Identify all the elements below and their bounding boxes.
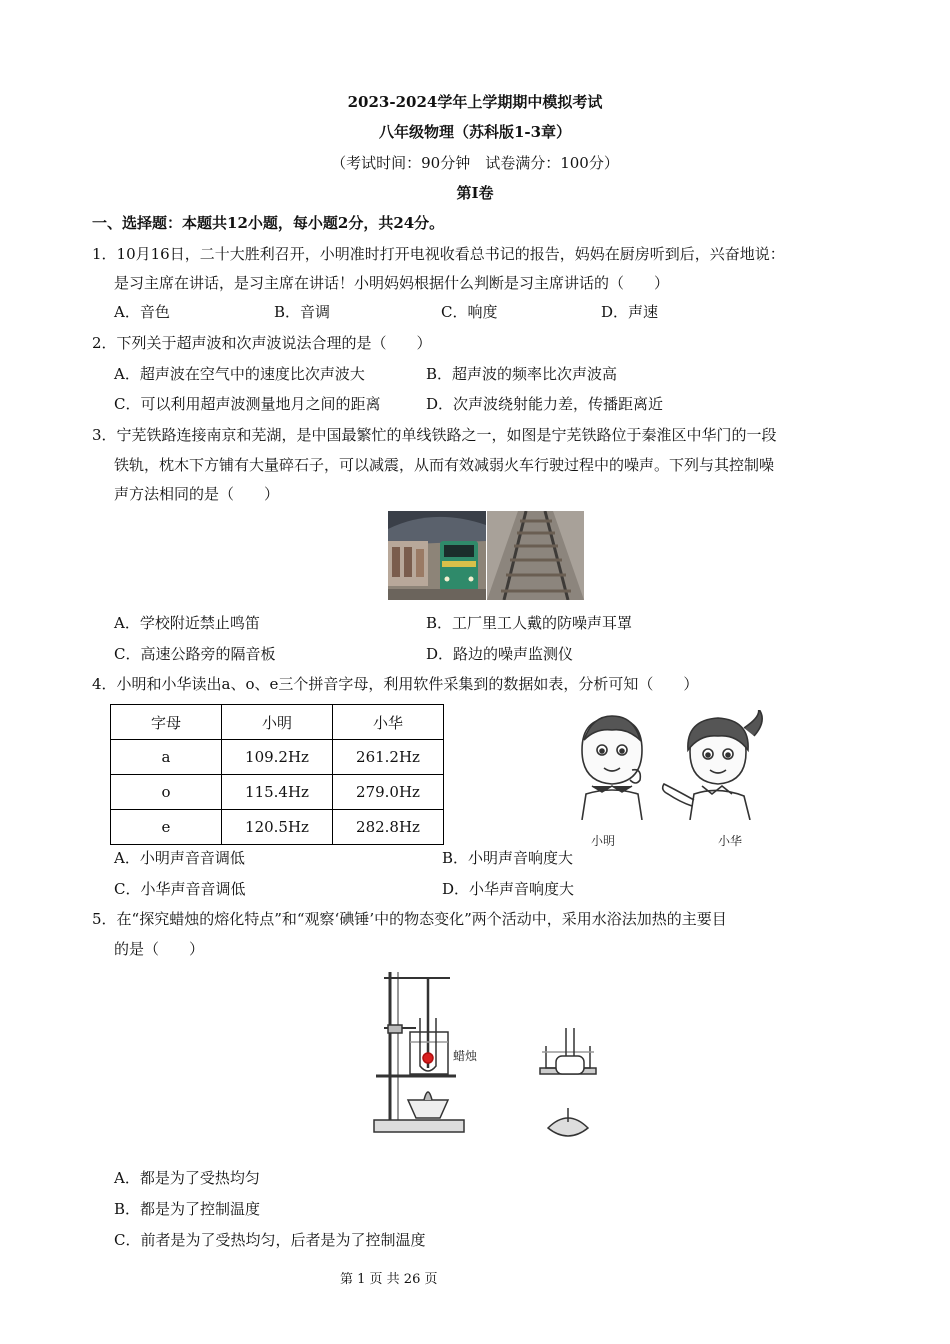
q1-option-c[interactable]: C．响度: [441, 303, 498, 321]
section-heading: 一、选择题：本题共12小题，每小题2分，共24分。: [92, 214, 445, 232]
figure-label-xiaoming: 小明: [591, 834, 616, 848]
q3-stem-line: 铁轨，枕木下方铺有大量碎石子，可以减震，从而有效减弱火车行驶过程中的噪声。下列与其控制噪: [114, 456, 775, 474]
q3-stem-line: 3．宁芜铁路连接南京和芜湖，是中国最繁忙的单线铁路之一，如图是宁芜铁路位于秦淮区中华门的一段: [92, 426, 777, 444]
table-header-cell: 字母: [111, 705, 222, 740]
q5-option-c[interactable]: C．前者是为了受热均匀，后者是为了控制温度: [114, 1231, 426, 1249]
q2-option-d[interactable]: D．次声波绕射能力差，传播距离近: [426, 395, 664, 413]
table-cell: 120.5Hz: [222, 810, 333, 845]
q4-option-b[interactable]: B．小明声音响度大: [442, 849, 574, 867]
table-cell: 115.4Hz: [222, 775, 333, 810]
q1-option-b[interactable]: B．音调: [274, 303, 331, 321]
q4-option-a[interactable]: A．小明声音音调低: [114, 849, 245, 867]
exam-subtitle: 八年级物理（苏科版1-3章）: [378, 123, 572, 141]
exam-title: 2023-2024学年上学期期中模拟考试: [347, 93, 603, 111]
q5-option-a[interactable]: A．都是为了受热均匀: [114, 1169, 260, 1187]
q2-option-c[interactable]: C．可以利用超声波测量地月之间的距离: [114, 395, 381, 413]
frequency-table: [110, 704, 444, 845]
water-bath-apparatus: [370, 968, 610, 1158]
table-row: [111, 740, 444, 775]
q3-option-a[interactable]: A．学校附近禁止鸣笛: [114, 614, 260, 632]
q1-option-a[interactable]: A．音色: [114, 303, 170, 321]
figure-label-candle: 蜡烛: [453, 1049, 478, 1063]
railway-photo: [388, 511, 584, 600]
q4-stem-line: 4．小明和小华读出a、o、e三个拼音字母，利用软件采集到的数据如表，分析可知（ ）: [92, 675, 699, 693]
q4-option-c[interactable]: C．小华声音音调低: [114, 880, 246, 898]
q4-option-d[interactable]: D．小华声音响度大: [442, 880, 575, 898]
volume-heading: 第Ⅰ卷: [456, 184, 494, 202]
table-cell: 109.2Hz: [222, 740, 333, 775]
table-header-cell: 小明: [222, 705, 333, 740]
q5-stem-line: 5．在“探究蜡烛的熔化特点”和“观察‘碘锤’中的物态变化”两个活动中，采用水浴法加热的主要目: [92, 910, 727, 928]
table-row: [111, 775, 444, 810]
q2-option-a[interactable]: A．超声波在空气中的速度比次声波大: [114, 365, 365, 383]
figure-label-xiaohua: 小华: [718, 834, 743, 848]
table-row: [111, 810, 444, 845]
table-cell: a: [111, 740, 222, 775]
table-cell: o: [111, 775, 222, 810]
q1-stem-line: 1．10月16日，二十大胜利召开，小明准时打开电视收看总书记的报告，妈妈在厨房听到后，兴奋地说：: [92, 245, 785, 263]
page-number: 第 1 页 共 26 页: [340, 1272, 438, 1287]
table-cell: 282.8Hz: [333, 810, 444, 845]
q5-option-b[interactable]: B．都是为了控制温度: [114, 1200, 261, 1218]
q3-option-c[interactable]: C．高速公路旁的隔音板: [114, 645, 276, 663]
table-header-row: [111, 705, 444, 740]
table-cell: 261.2Hz: [333, 740, 444, 775]
q1-stem-line: 是习主席在讲话，是习主席在讲话！小明妈妈根据什么判断是习主席讲话的（ ）: [114, 274, 670, 292]
q2-option-b[interactable]: B．超声波的频率比次声波高: [426, 365, 618, 383]
exam-info: （考试时间：90分钟 试卷满分：100分）: [331, 154, 619, 172]
q1-option-d[interactable]: D．声速: [601, 303, 659, 321]
q3-stem-line: 声方法相同的是（ ）: [114, 485, 280, 503]
table-cell: e: [111, 810, 222, 845]
q3-option-d[interactable]: D．路边的噪声监测仪: [426, 645, 574, 663]
children-illustration: [572, 710, 772, 820]
q2-stem-line: 2．下列关于超声波和次声波说法合理的是（ ）: [92, 334, 432, 352]
q5-stem-line: 的是（ ）: [114, 940, 205, 958]
q3-option-b[interactable]: B．工厂里工人戴的防噪声耳罩: [426, 614, 633, 632]
table-header-cell: 小华: [333, 705, 444, 740]
table-cell: 279.0Hz: [333, 775, 444, 810]
